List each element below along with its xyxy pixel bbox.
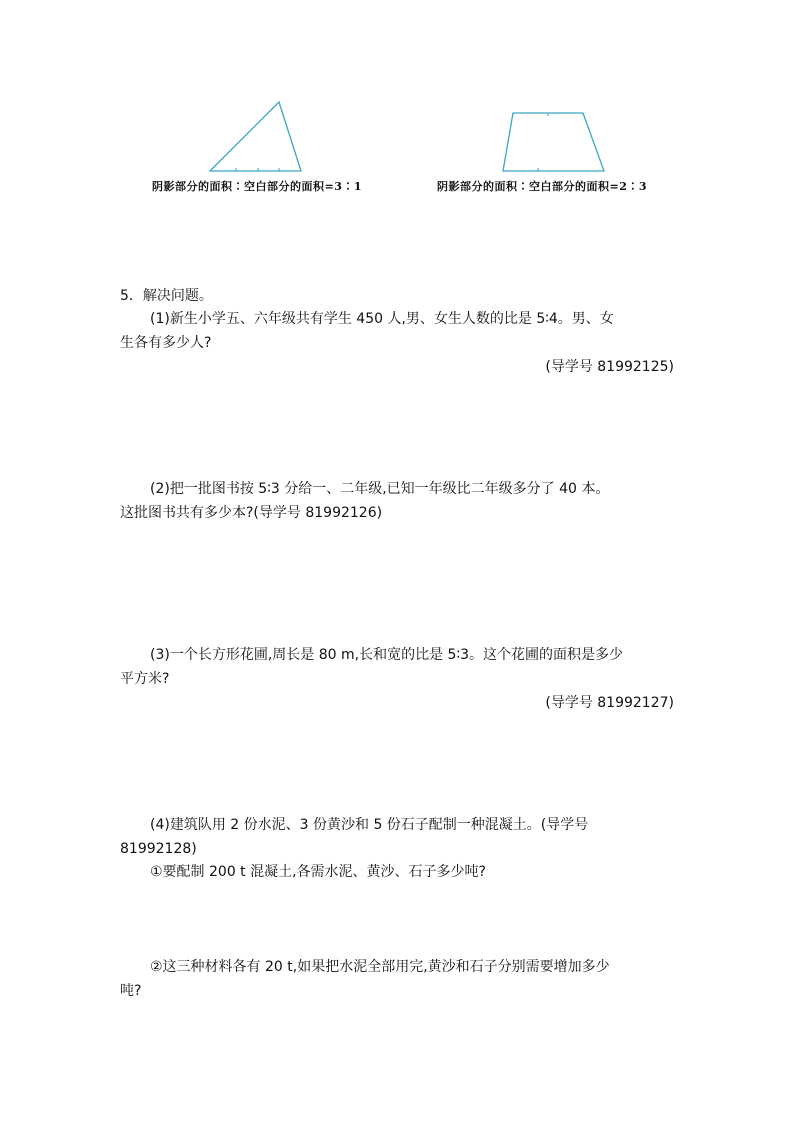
trapezoid-figure [498, 108, 610, 176]
problem-4-sub-2-line-2: 吨? [120, 983, 142, 999]
problem-1-line-2: 生各有多少人? [120, 335, 212, 351]
problem-1-line-1: (1)新生小学五、六年级共有学生 450 人,男、女生人数的比是 5∶4。男、女 [150, 311, 614, 327]
trapezoid-caption: 阴影部分的面积∶空白部分的面积=2∶3 [437, 180, 648, 193]
problem-2-line-2: 这批图书共有多少本?(导学号 81992126) [120, 505, 383, 521]
triangle-outline [210, 102, 301, 171]
triangle-figure [205, 98, 310, 176]
problem-3-ref: (导学号 81992127) [545, 695, 674, 711]
section-heading: 5．解决问题。 [120, 288, 213, 304]
problem-1-ref: (导学号 81992125) [545, 359, 674, 375]
problem-4-line-1: (4)建筑队用 2 份水泥、3 份黄沙和 5 份石子配制一种混凝土。(导学号 [150, 817, 589, 833]
problem-3-line-2: 平方米? [120, 671, 170, 687]
problem-4-sub-2-line-1: ②这三种材料各有 20 t,如果把水泥全部用完,黄沙和石子分别需要增加多少 [150, 959, 610, 975]
problem-4-line-2: 81992128) [120, 841, 197, 857]
problem-4-sub-1: ①要配制 200 t 混凝土,各需水泥、黄沙、石子多少吨? [150, 864, 486, 880]
problem-3-line-1: (3)一个长方形花圃,周长是 80 m,长和宽的比是 5∶3。这个花圃的面积是多少 [150, 647, 623, 663]
triangle-caption: 阴影部分的面积∶空白部分的面积=3∶1 [152, 180, 363, 193]
trapezoid-outline [503, 113, 604, 171]
problem-2-line-1: (2)把一批图书按 5∶3 分给一、二年级,已知一年级比二年级多分了 40 本。 [150, 481, 610, 497]
